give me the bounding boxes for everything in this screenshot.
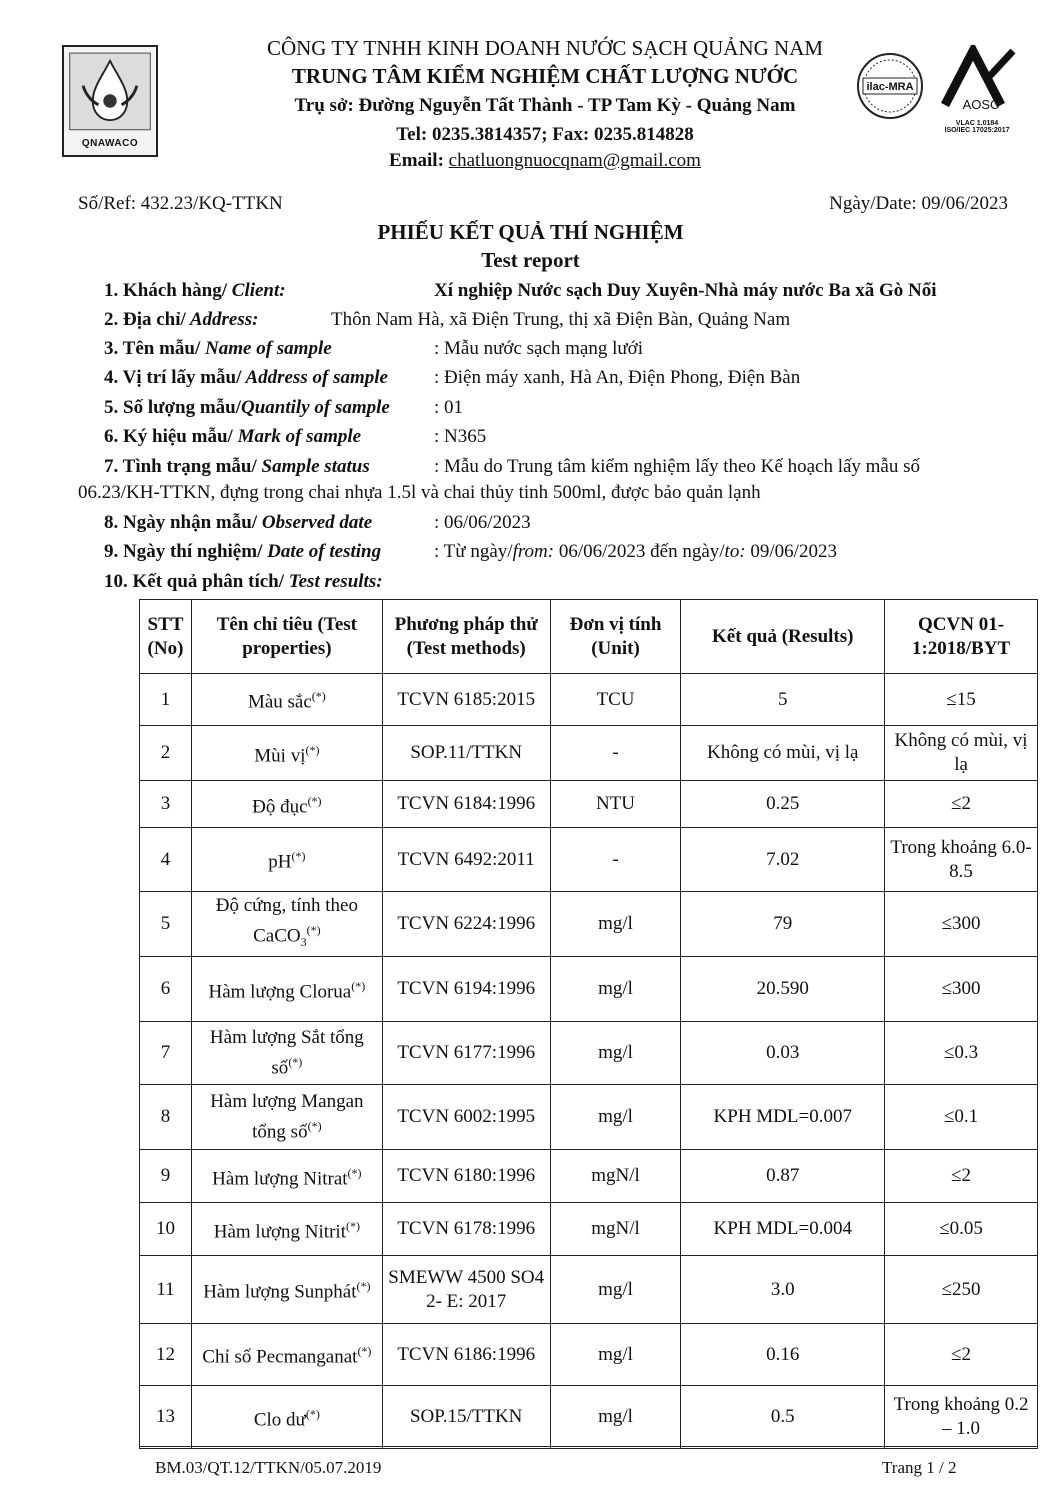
cell-method: TCVN 6185:2015 [382, 674, 550, 726]
results-body [140, 674, 1038, 1449]
footer-divider [139, 1446, 1038, 1447]
cell-result: Không có mùi, vị lạ [681, 726, 885, 781]
cell-no: 3 [140, 781, 192, 828]
table-row [140, 957, 1038, 1022]
cell-unit: mg/l [550, 957, 681, 1022]
cell-standard: ≤0.05 [885, 1203, 1038, 1256]
property-name: Màu sắc [247, 691, 312, 713]
cell-no: 6 [140, 957, 192, 1022]
cell-standard: Trong khoảng 0.2 – 1.0 [885, 1386, 1038, 1449]
cell-result: KPH MDL=0.007 [681, 1085, 885, 1150]
cell-method: TCVN 6224:1996 [382, 892, 550, 957]
table-row [140, 1324, 1038, 1386]
property-name: Chỉ số Pecmanganat [202, 1346, 358, 1368]
property-name: Độ đục [252, 796, 308, 818]
table-row [140, 1085, 1038, 1150]
cell-method: TCVN 6184:1996 [382, 781, 550, 828]
accreditation-mark: (*) [351, 978, 366, 993]
cell-method: TCVN 6180:1996 [382, 1150, 550, 1203]
accreditation-mark: (*) [311, 689, 326, 704]
property-name: pH [268, 851, 292, 873]
cell-method: SMEWW 4500 SO4 2- E: 2017 [382, 1256, 550, 1324]
cell-method: TCVN 6178:1996 [382, 1203, 550, 1256]
cell-result: 0.03 [681, 1022, 885, 1085]
cell-standard: ≤300 [885, 892, 1038, 957]
cell-standard: Không có mùi, vị lạ [885, 726, 1038, 781]
cell-standard: ≤2 [885, 1324, 1038, 1386]
subscript: 3 [300, 935, 307, 950]
aosc-iso: ISO/IEC 17025:2017 [944, 127, 1010, 134]
cell-standard: ≤300 [885, 957, 1038, 1022]
cell-method: SOP.11/TTKN [382, 726, 550, 781]
cell-property [191, 1386, 382, 1449]
property-name: Hàm lượng Nitrit [213, 1221, 346, 1243]
status-value-2: 06.23/KH-TTKN, đựng trong chai nhựa 1.5l và chai thủy tinh 500ml, được bảo quản lạnh [78, 482, 761, 503]
sample-name-value: : Mẫu nước sạch mạng lưới [434, 338, 644, 359]
info-status: 7. Tình trạng mẫu/ Sample status : Mẫu do Trung tâm kiểm nghiệm lấy theo Kế hoạch lấy mẫu số [104, 456, 921, 477]
cell-no: 12 [140, 1324, 192, 1386]
cell-no: 8 [140, 1085, 192, 1150]
info-results-heading: 10. Kết quả phân tích/ Test results: [104, 571, 383, 592]
quantity-value: : 01 [434, 397, 464, 418]
col-header-no: STT (No) [140, 600, 192, 674]
form-code: BM.03/QT.12/TTKN/05.07.2019 [155, 1458, 382, 1477]
report-title-en: Test report [481, 248, 580, 272]
cell-standard: Trong khoảng 6.0-8.5 [885, 828, 1038, 892]
info-observed-date: 8. Ngày nhận mẫu/ Observed date : 06/06/2023 [104, 512, 531, 533]
email-link[interactable]: chatluongnuocqnam@gmail.com [448, 150, 701, 171]
col-header-property: Tên chỉ tiêu (Test properties) [191, 600, 382, 674]
cell-result: 0.5 [681, 1386, 885, 1449]
aosc-label: AOSC [962, 97, 1000, 112]
table-row [140, 726, 1038, 781]
col-header-standard: QCVN 01-1:2018/BYT [885, 600, 1038, 674]
info-sample-name: 3. Tên mẫu/ Name of sample : Mẫu nước sạch mạng lưới [104, 338, 644, 359]
cell-method: TCVN 6002:1995 [382, 1085, 550, 1150]
company-email-line [160, 147, 930, 174]
cell-property [191, 1324, 382, 1386]
cell-result: 20.590 [681, 957, 885, 1022]
info-mark: 6. Ký hiệu mẫu/ Mark of sample : N365 [104, 426, 487, 447]
cell-no: 4 [140, 828, 192, 892]
aosc-cert [935, 45, 1019, 135]
table-row [140, 1256, 1038, 1324]
cell-unit: mgN/l [550, 1203, 681, 1256]
cell-method: TCVN 6177:1996 [382, 1022, 550, 1085]
property-name: Clo dư [253, 1409, 306, 1431]
accreditation-mark: (*) [307, 1118, 322, 1133]
cell-unit: - [550, 726, 681, 781]
aosc-mark-icon [935, 45, 1019, 115]
logo-label: QNAWACO [81, 138, 139, 149]
table-header-row [140, 600, 1038, 674]
cell-no: 11 [140, 1256, 192, 1324]
cell-method: SOP.15/TTKN [382, 1386, 550, 1449]
cell-unit: mg/l [550, 1386, 681, 1449]
info-client: 1. Khách hàng/ Client: Xí nghiệp Nước sạch Duy Xuyên-Nhà máy nước Ba xã Gò Nổi [104, 280, 937, 301]
reference-number: Số/Ref: 432.23/KQ-TTKN [78, 193, 283, 214]
info-sample-address: 4. Vị trí lấy mẫu/ Address of sample : Điện máy xanh, Hà An, Điện Phong, Điện Bàn [104, 367, 801, 388]
cell-unit: mg/l [550, 892, 681, 957]
table-row [140, 1022, 1038, 1085]
cell-standard: ≤250 [885, 1256, 1038, 1324]
cell-unit: NTU [550, 781, 681, 828]
info-testing-date: 9. Ngày thí nghiệm/ Date of testing : Từ ngày/from: 06/06/2023 đến ngày/to: 09/06/2023 [104, 541, 837, 562]
email-label: Email: [389, 150, 449, 171]
ilac-label: ilac-MRA [866, 81, 914, 93]
property-name: Hàm lượng Nitrat [212, 1168, 348, 1190]
cell-no: 5 [140, 892, 192, 957]
cell-result: 0.25 [681, 781, 885, 828]
info-quantity: 5. Số lượng mẫu/Quantily of sample : 01 [104, 397, 464, 418]
cell-property [191, 828, 382, 892]
accreditation-mark: (*) [307, 793, 322, 808]
cell-no: 9 [140, 1150, 192, 1203]
ilac-seal-icon [855, 48, 925, 128]
status-value-1: : Mẫu do Trung tâm kiểm nghiệm lấy theo Kế hoạch lấy mẫu số [434, 456, 921, 477]
accreditation-mark: (*) [306, 923, 321, 937]
cell-unit: - [550, 828, 681, 892]
company-phone: Tel: 0235.3814357; Fax: 0235.814828 [396, 124, 694, 145]
cell-no: 10 [140, 1203, 192, 1256]
cell-method: TCVN 6186:1996 [382, 1324, 550, 1386]
cell-unit: mgN/l [550, 1150, 681, 1203]
table-row [140, 1203, 1038, 1256]
table-row [140, 892, 1038, 957]
cell-result: 7.02 [681, 828, 885, 892]
aosc-vlac: VLAC 1.0184 [955, 120, 999, 127]
info-address: 2. Địa chỉ/ Address: Thôn Nam Hà, xã Điện Trung, thị xã Điện Bàn, Quảng Nam [104, 309, 791, 330]
client-value: Xí nghiệp Nước sạch Duy Xuyên-Nhà máy nước Ba xã Gò Nổi [434, 280, 937, 301]
accreditation-mark: (*) [357, 1344, 372, 1359]
table-row [140, 1150, 1038, 1203]
cell-property [191, 1085, 382, 1150]
cell-property [191, 892, 382, 957]
accreditation-mark: (*) [345, 1218, 360, 1233]
accreditation-mark: (*) [305, 1406, 320, 1421]
accreditation-mark: (*) [305, 742, 320, 757]
cell-property [191, 1256, 382, 1324]
report-date: Ngày/Date: 09/06/2023 [829, 193, 1008, 214]
property-name: Hàm lượng Mangan tổng số [210, 1090, 364, 1143]
cell-property [191, 674, 382, 726]
cell-unit: mg/l [550, 1324, 681, 1386]
cell-no: 1 [140, 674, 192, 726]
cell-standard: ≤0.3 [885, 1022, 1038, 1085]
col-header-unit: Đơn vị tính (Unit) [550, 600, 681, 674]
observed-value: : 06/06/2023 [434, 512, 531, 533]
cell-property [191, 1022, 382, 1085]
accreditation-mark: (*) [347, 1165, 362, 1180]
cell-unit: mg/l [550, 1022, 681, 1085]
property-name: Hàm lượng Sunphát [203, 1281, 357, 1303]
ilac-mra-cert [855, 48, 925, 128]
cell-result: 3.0 [681, 1256, 885, 1324]
testing-value: : Từ ngày/from: 06/06/2023 đến ngày/to: 09/06/2023 [434, 541, 837, 562]
cell-unit: TCU [550, 674, 681, 726]
cell-property [191, 781, 382, 828]
cell-property [191, 957, 382, 1022]
cell-unit: mg/l [550, 1085, 681, 1150]
accreditation-mark: (*) [356, 1279, 371, 1294]
accreditation-mark: (*) [288, 1054, 303, 1069]
company-logo [62, 45, 158, 157]
cell-standard: ≤15 [885, 674, 1038, 726]
cell-unit: mg/l [550, 1256, 681, 1324]
cell-standard: ≤2 [885, 1150, 1038, 1203]
cell-no: 7 [140, 1022, 192, 1085]
cell-standard: ≤2 [885, 781, 1038, 828]
cell-property [191, 726, 382, 781]
cell-result: 0.16 [681, 1324, 885, 1386]
company-name: CÔNG TY TNHH KINH DOANH NƯỚC SẠCH QUẢNG NAM [266, 36, 824, 60]
table-row [140, 1386, 1038, 1449]
col-header-method: Phương pháp thử (Test methods) [382, 600, 550, 674]
cell-result: 79 [681, 892, 885, 957]
cell-property [191, 1203, 382, 1256]
accreditation-mark: (*) [291, 849, 306, 864]
table-row [140, 781, 1038, 828]
property-name: Mùi vị [254, 745, 306, 767]
table-row [140, 674, 1038, 726]
center-name: TRUNG TÂM KIỂM NGHIỆM CHẤT LƯỢNG NƯỚC [291, 64, 799, 88]
col-header-result: Kết quả (Results) [681, 600, 885, 674]
cell-no: 2 [140, 726, 192, 781]
address-value: Thôn Nam Hà, xã Điện Trung, thị xã Điện Bàn, Quảng Nam [331, 309, 791, 330]
property-name: Độ cứng, tính theo CaCO [215, 895, 358, 947]
table-row [140, 828, 1038, 892]
cell-result: 0.87 [681, 1150, 885, 1203]
company-address: Trụ sở: Đường Nguyễn Tất Thành - TP Tam Kỳ - Quảng Nam [294, 95, 796, 116]
cell-result: KPH MDL=0.004 [681, 1203, 885, 1256]
cell-method: TCVN 6194:1996 [382, 957, 550, 1022]
results-table [139, 599, 1038, 1449]
sample-address-value: : Điện máy xanh, Hà An, Điện Phong, Điện Bàn [434, 367, 801, 388]
property-name: Hàm lượng Clorua [208, 981, 352, 1003]
report-title-vi: PHIẾU KẾT QUẢ THÍ NGHIỆM [377, 220, 684, 244]
cell-standard: ≤0.1 [885, 1085, 1038, 1150]
cell-no: 13 [140, 1386, 192, 1449]
page-number: Trang 1 / 2 [882, 1458, 957, 1477]
cell-result: 5 [681, 674, 885, 726]
property-name: Hàm lượng Sắt tổng số [209, 1026, 364, 1079]
cell-property [191, 1150, 382, 1203]
mark-value: : N365 [434, 426, 487, 447]
cell-method: TCVN 6492:2011 [382, 828, 550, 892]
